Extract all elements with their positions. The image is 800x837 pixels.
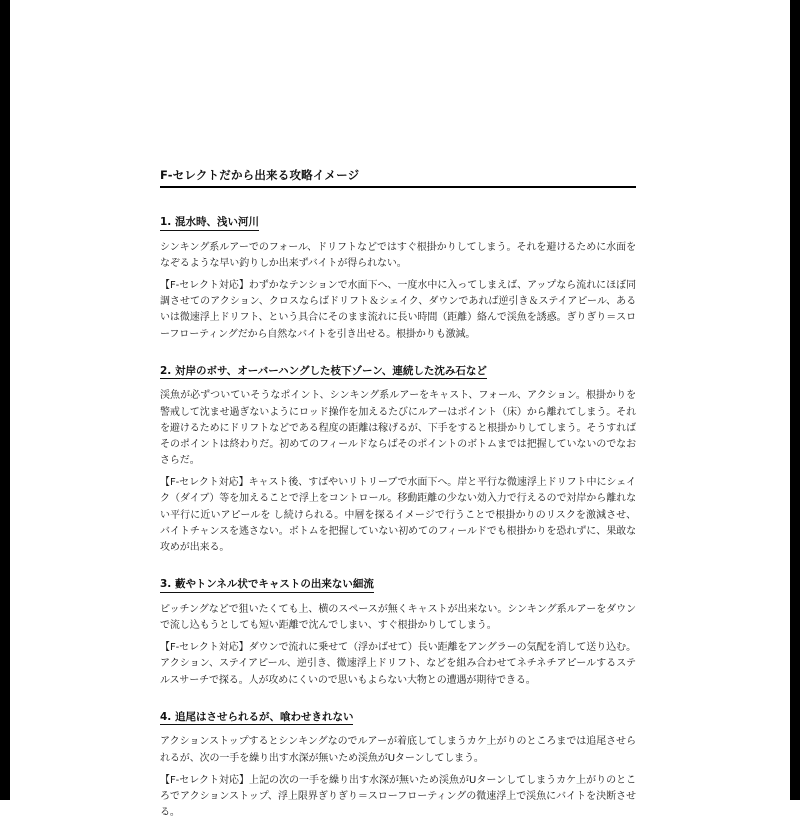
section-paragraph: 【F-セレクト対応】キャスト後、すばやいリトリーブで水面下へ。岸と平行な微速浮上ドリフト中にシェイク（ダイブ）等を加えることで浮上をコントロール。移動距離の少ない効入力で行えるので対岸から離れない平行に近いアピールを し続けられる。中層を探るイメージで行うことで根掛かりのリスクを激減させ、バイトチャンスを逃さない。ボトムを把握していない初めてのフィールドでも根掛かりを恐れずに、果敢な攻めが出来る。	[160, 477, 636, 554]
section-heading: 4. 追尾はさせられるが、喰わせきれない	[160, 711, 353, 726]
section-4	[160, 705, 636, 822]
left-border-band	[0, 0, 10, 800]
section-3	[160, 572, 636, 689]
section-heading: 2. 対岸のボサ、オーバーハングした枝下ゾーン、連続した沈み石など	[160, 365, 487, 380]
section-paragraph: 【F-セレクト対応】わずかなテンションで水面下へ、一度水中に入ってしまえば、アップなら流れにほぼ同調させてのアクション、クロスならばドリフト＆シェイク、ダウンであれば逆引き＆ステイアピール、あるいは微速浮上ドリフト、という具合にそのまま流れに長い時間（距離）絡んで渓魚を誘惑。ぎりぎり＝スローフローティングだから自然なバイトを引き出せる。根掛かりも激減。	[160, 279, 636, 340]
section-paragraph: アクションストップするとシンキングなのでルアーが着底してしまうカケ上がりのところまでは追尾させられるが、次の一手を繰り出す水深が無いため渓魚がUターンしてしまう。	[160, 736, 636, 764]
page-title: F-セレクトだから出来る攻略イメージ	[160, 168, 360, 182]
section-paragraph: シンキング系ルアーでのフォール、ドリフトなどではすぐ根掛かりしてしまう。それを避けるために水面をなぞるような早い釣りしか出来ずバイトが得られない。	[160, 241, 636, 269]
document-title-bar	[160, 168, 636, 188]
right-border-band	[790, 0, 800, 800]
section-paragraph: 渓魚が必ずついていそうなポイント、シンキング系ルアーをキャスト、フォール、アクション。根掛かりを警戒して沈ませ過ぎないようにロッド操作を加えるたびにルアーはポイント（床）から離れてしまう。それを避けるためにドリフトなどである程度の距離は稼げるが、下手をすると根掛かりしてしまう。そうすればそのポイントは終わりだ。初めてのフィールドならばそのポイントのボトムまでは把握していないのでなおさらだ。	[160, 390, 636, 467]
section-1	[160, 210, 636, 343]
section-heading: 3. 藪やトンネル状でキャストの出来ない細流	[160, 578, 374, 593]
document-content	[160, 168, 636, 837]
section-paragraph: 【F-セレクト対応】ダウンで流れに乗せて（浮かばせて）長い距離をアングラーの気配を消して送り込む。アクション、ステイアピール、逆引き、微速浮上ドリフト、などを組み合わせてネチネチアピールするステルスサーチで探る。人が攻めにくいので思いもよらない大物との遭遇が期待できる。	[160, 642, 636, 686]
section-heading: 1. 混水時、浅い河川	[160, 216, 259, 231]
section-paragraph: ピッチングなどで狙いたくても上、横のスペースが無くキャストが出来ない。シンキング系ルアーをダウンで流し込もうとしても短い距離で沈んでしまい、すぐ根掛かりしてしまう。	[160, 603, 636, 632]
section-paragraph: 【F-セレクト対応】上記の次の一手を繰り出す水深が無いため渓魚がUターンしてしまうカケ上がりのところでアクションストップ、浮上限界ぎりぎり＝スローフローティングの微速浮上で渓魚にバイトを決断させる。	[160, 774, 636, 819]
section-2	[160, 359, 636, 557]
